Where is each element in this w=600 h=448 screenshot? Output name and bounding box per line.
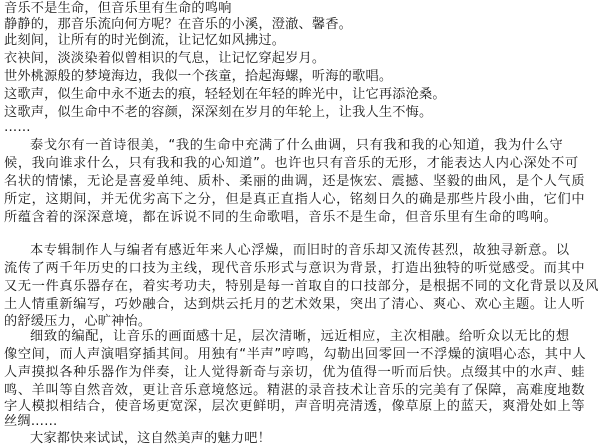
paragraph-line: 流传了两千年历史的口技为主线，现代音乐形式与意识为背景，打造出独特的听觉感受。而其中 — [4, 261, 586, 276]
paragraph-line: 候，我向谁求什么，只有我和我的心知道”。也许也只有音乐的无形，才能表达人内心深处不可 — [4, 156, 579, 171]
poem-line: 静静的，那音乐流向何方呢？在音乐的小溪，澄澈、馨香。 — [4, 17, 353, 32]
paragraph-line: 字人模拟相结合，使音场更宽深，层次更鲜明，声音明亮清透，像草原上的蓝天，爽滑处如上等 — [4, 399, 586, 414]
paragraph-line: 所蕴含着的深深意境，都在诉说不同的生命歌唱，音乐不是生命，但音乐里有生命的鸣响。 — [4, 210, 558, 225]
poem-line: 这歌声，似生命中永不逝去的痕，轻轻划在年轻的眸光中，让它再添沧桑。 — [4, 87, 446, 102]
poem-line: 此刻间，让所有的时光倒流，让记忆如风拂过。 — [4, 33, 286, 48]
ellipsis: …… — [4, 120, 31, 135]
paragraph-line: 名状的情愫，无论是喜爱单纯、质朴、柔丽的曲调，还是恢宏、震撼、坚毅的曲风，是个人气质 — [4, 174, 586, 189]
paragraph-line: 所定，这期间，并无优劣高下之分，但是真正直指人心，铭刻日久的确是那些片段小曲，它们中 — [4, 192, 586, 207]
paragraph-line: 鸣、羊叫等自然音效，更让音乐意境悠远。精湛的录音技术让音乐的完美有了保障，高难度地数 — [4, 383, 586, 398]
paragraph-line: 土人情重新编写，巧妙融合，达到烘云托月的艺术效果，突出了清心、爽心、欢心主题。让人听 — [4, 297, 586, 312]
poem-line: 衣袂间，淡淡染着似曾相识的气息，让记忆穿起岁月。 — [4, 51, 326, 66]
paragraph-line: 细致的编配，让音乐的画面感十足，层次清晰，远近相应，主次相融。给听众以无比的想 — [30, 329, 570, 344]
paragraph-line: 人声摸拟各种乐器作为伴奏，让人觉得新奇与亲切，优为值得一听而后快。点缀其中的水声、蛙 — [4, 365, 586, 380]
paragraph-line: 的舒缓压力，心旷神怡。 — [4, 314, 152, 329]
poem-line: 这歌声，似生命中不老的容颜，深深刻在岁月的年轮上，让我人生不悔。 — [4, 105, 433, 120]
poem-line: 音乐不是生命，但音乐里有生命的鸣响 — [4, 1, 232, 16]
paragraph-line: 丝绸…… — [4, 414, 58, 429]
paragraph-line: 像空间，而人声演唱穿插其间。用独有“半声”哼鸣，勾勒出回零回一不浮燥的演唱心态，其中人 — [4, 347, 587, 362]
paragraph-line: 泰戈尔有一首诗很美，“我的生命中充满了什么曲调，只有我和我的心知道，我为什么守 — [30, 138, 564, 153]
paragraph-line: 又无一件真乐器存在，着实考功夫，特别是每一首取自的口技部分，是根据不同的文化背景以及风 — [4, 279, 600, 294]
closing-line: 大家都快来试试，这自然美声的魅力吧！ — [30, 431, 271, 446]
poem-line: 世外桃源般的梦境海边，我似一个孩童，拾起海螺，听海的歌唱。 — [4, 69, 393, 84]
paragraph-line: 本专辑制作人与编者有感近年来人心浮燥，而旧时的音乐却又流传甚烈，故独寻新意。以 — [30, 243, 570, 258]
